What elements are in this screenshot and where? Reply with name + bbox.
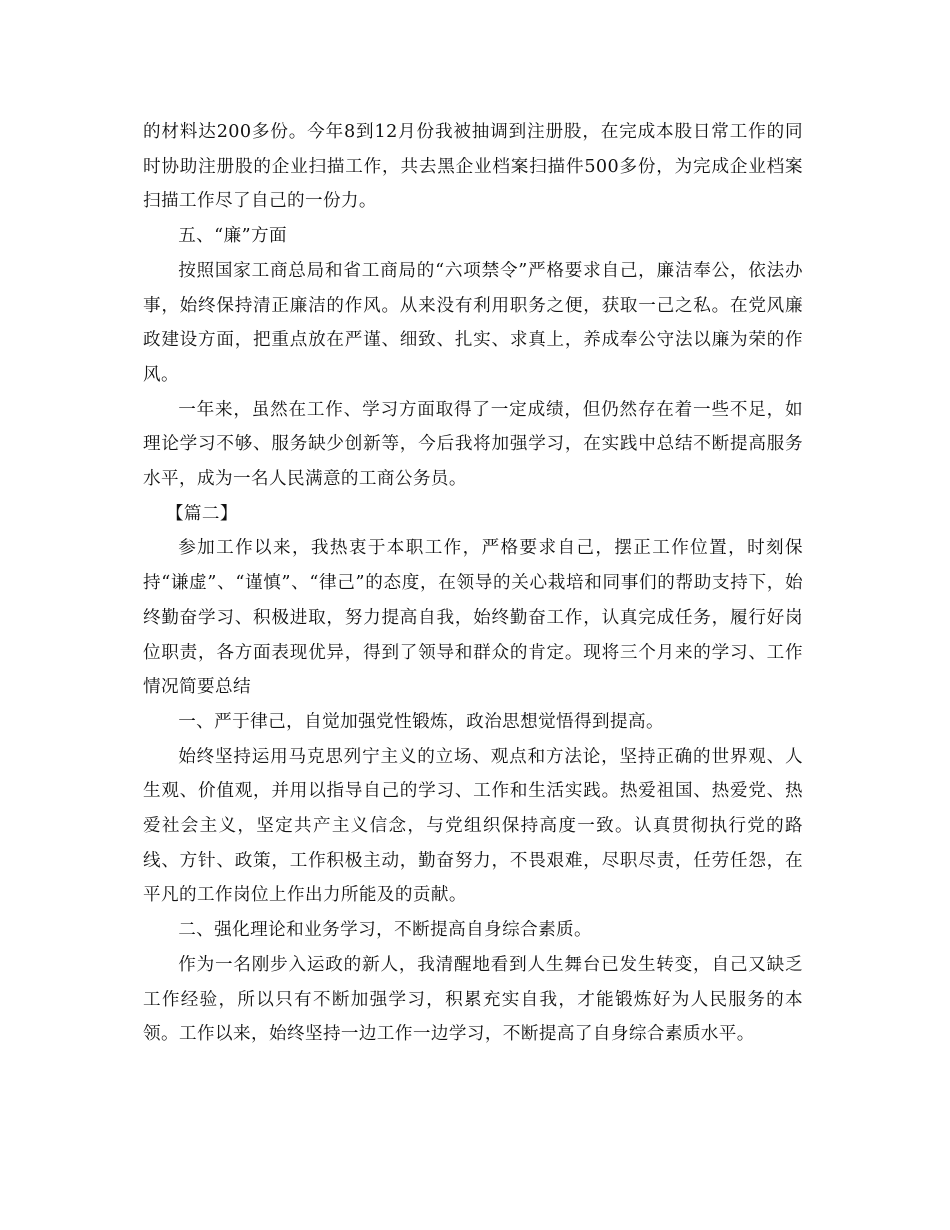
paragraph-part-two-intro: 参加工作以来，我热衷于本职工作，严格要求自己，摆正工作位置，时刻保持“谦虚”、“谨慎”、“律己”的态度，在领导的关心栽培和同事们的帮助支持下，始终勤奋学习、积极进取，努力提高自我，始终勤奋工作，认真完成任务，履行好岗位职责，各方面表现优异，得到了领导和群众的肯定。现将三个月来的学习、工作情况简要总结 (143, 538, 803, 698)
paragraph-study: 作为一名刚步入运政的新人，我清醒地看到人生舞台已发生转变，自己又缺乏工作经验，所以只有不断加强学习，积累充实自我，才能锻炼好为人民服务的本领。工作以来，始终坚持一边工作一边学习，不断提高了自身综合素质水平。 (143, 954, 803, 1045)
section-heading-integrity: 五、“廉”方面 (178, 226, 287, 247)
paragraph-self-discipline: 始终坚持运用马克思列宁主义的立场、观点和方法论，坚持正确的世界观、人生观、价值观，并用以指导自己的学习、工作和生活实践。热爱祖国、热爱党、热爱社会主义，坚定共产主义信念，与党组织保持高度一致。认真贯彻执行党的路线、方针、政策，工作积极主动，勤奋努力，不畏艰难，尽职尽责，任劳任怨，在平凡的工作岗位上作出力所能及的贡献。 (143, 746, 803, 906)
document-body (143, 115, 803, 1052)
paragraph-year-summary: 一年来，虽然在工作、学习方面取得了一定成绩，但仍然存在着一些不足，如理论学习不够、服务缺少创新等，今后我将加强学习，在实践中总结不断提高服务水平，成为一名人民满意的工商公务员。 (143, 399, 803, 490)
chapter-heading-part-two: 【篇二】 (165, 503, 238, 524)
section-heading-self-discipline: 一、严于律己，自觉加强党性锻炼，政治思想觉悟得到提高。 (178, 711, 665, 732)
paragraph-continuation: 的材料达200多份。今年8到12月份我被抽调到注册股，在完成本股日常工作的同时协助注册股的企业扫描工作，共去黑企业档案扫描件500多份，为完成企业档案扫描工作尽了自己的一份力。 (143, 122, 803, 212)
paragraph-integrity: 按照国家工商总局和省工商局的“六项禁令”严格要求自己，廉洁奉公，依法办事，始终保持清正廉洁的作风。从来没有利用职务之便，获取一己之私。在党风廉政建设方面，把重点放在严谨、细致、扎实、求真上，养成奉公守法以廉为荣的作风。 (143, 260, 803, 385)
section-heading-study: 二、强化理论和业务学习，不断提高自身综合素质。 (178, 920, 593, 941)
